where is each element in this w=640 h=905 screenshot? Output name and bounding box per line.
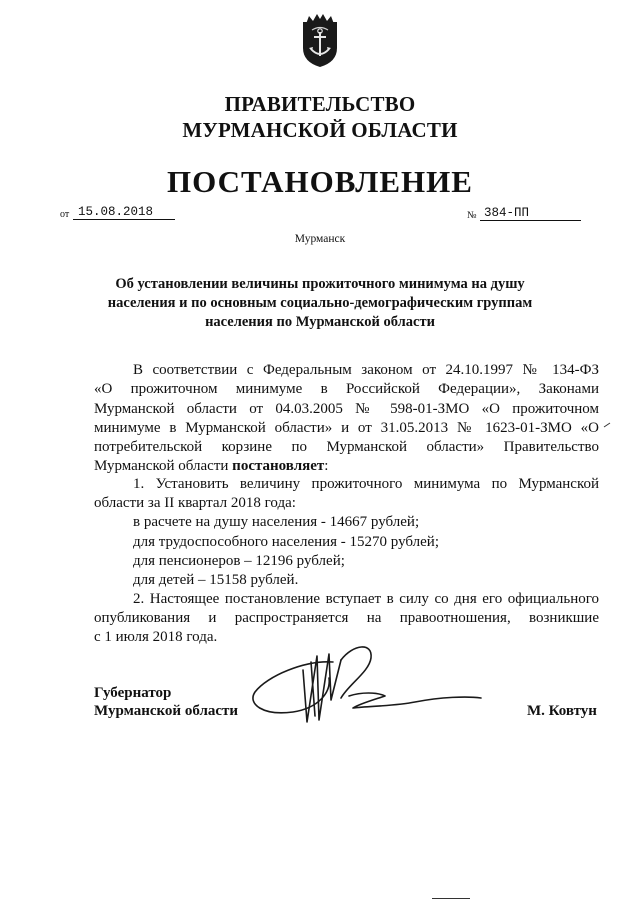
item1-line2: области за II квартал 2018 года: xyxy=(94,495,296,511)
scan-mark xyxy=(603,422,611,428)
item1-sub3: для пенсионеров – 12196 рублей; xyxy=(133,553,345,569)
paragraph1-line4: минимуме в Мурманской области» и от 31.05.2013 № 1623-01-ЗМО «О xyxy=(94,420,599,436)
date-underline xyxy=(73,219,175,220)
item1-sub2: для трудоспособного населения - 15270 рублей; xyxy=(133,534,439,550)
item2-line1: 2. Настоящее постановление вступает в силу со дня его официального xyxy=(133,591,599,607)
item2-line2: опубликования и распространяется на правоотношения, возникшие xyxy=(94,610,599,626)
paragraph1-line1: В соответствии с Федеральным законом от 24.10.1997 № 134-ФЗ xyxy=(133,362,599,378)
number-prefix: № xyxy=(467,210,477,221)
handwritten-signature xyxy=(245,640,485,735)
document-number: 384-ПП xyxy=(484,206,530,220)
coat-of-arms-emblem xyxy=(300,12,340,68)
item1-line1: 1. Установить величину прожиточного минимума по Мурманской xyxy=(133,476,599,492)
signatory-name: М. Ковтун xyxy=(527,703,597,719)
item1-sub1: в расчете на душу населения - 14667 рублей; xyxy=(133,514,420,530)
paragraph1-line2: «О прожиточном минимуме в Российской Федерации», Законами xyxy=(94,381,599,397)
paragraph1-line6 xyxy=(94,457,328,477)
paragraph1-line6-start: Мурманской области xyxy=(94,458,229,474)
paragraph1-line3: Мурманской области от 04.03.2005 № 598-01-ЗМО «О прожиточном xyxy=(94,401,599,417)
signatory-position-line2: Мурманской области xyxy=(94,703,239,719)
title-line1: Об установлении величины прожиточного минимума на душу xyxy=(115,276,525,292)
item1-sub4: для детей – 15158 рублей. xyxy=(133,572,299,588)
paragraph1-line6-end: : xyxy=(324,458,329,474)
document-date: 15.08.2018 xyxy=(78,205,154,219)
title-line2: населения и по основным социально-демографическим группам xyxy=(107,295,533,311)
document-type: ПОСТАНОВЛЕНИЕ xyxy=(167,164,473,199)
number-underline xyxy=(480,220,581,221)
decree-keyword: постановляет xyxy=(232,458,325,474)
date-prefix: от xyxy=(60,209,70,220)
city-name: Мурманск xyxy=(294,233,346,245)
signatory-position-line1: Губернатор xyxy=(94,685,172,701)
title-line3: населения по Мурманской области xyxy=(205,314,435,330)
org-name-line2: МУРМАНСКОЙ ОБЛАСТИ xyxy=(182,118,458,142)
paragraph1-line5: потребительской корзине по Мурманской области» Правительство xyxy=(94,439,599,455)
item2-line3: с 1 июля 2018 года. xyxy=(94,629,218,645)
org-name-line1: ПРАВИТЕЛЬСТВО xyxy=(224,92,416,116)
footer-scan-line xyxy=(432,898,470,899)
